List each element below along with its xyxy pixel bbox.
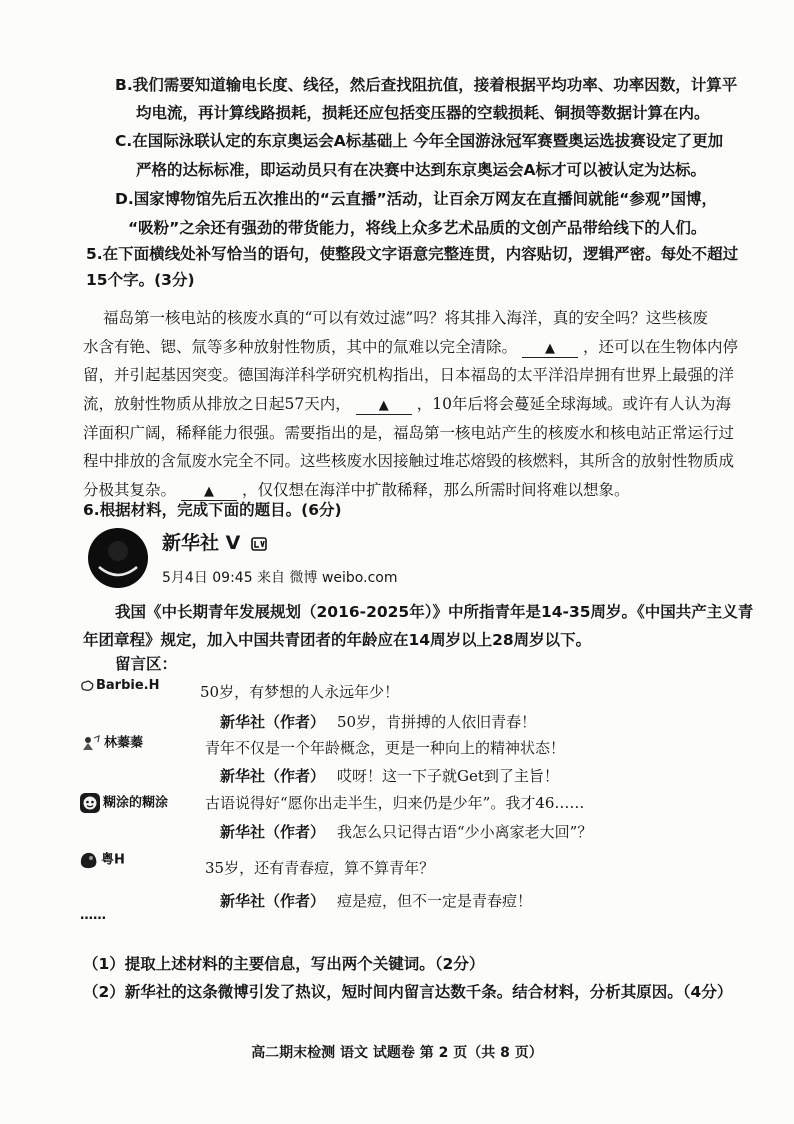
- comments-ellipsis: ……: [80, 908, 106, 923]
- reply-author: 新华社（作者）: [220, 823, 326, 841]
- passage-line: 洋面积广阔，稀释能力很强。需要指出的是，福岛第一核电站产生的核废水和核电站正常运行过: [83, 424, 735, 442]
- passage-line: [83, 480, 630, 501]
- comment-user: [79, 850, 125, 870]
- answer-blank-2: ▲: [356, 398, 412, 415]
- passage-text: 流，放射性物质从排放之日起57天内，: [83, 395, 351, 413]
- comment-reply: [220, 766, 559, 786]
- option-d-line-2: “吸粉”之余还有强劲的带货能力，将线上众多艺术品质的文创产品带给线下的人们。: [128, 219, 707, 237]
- weibo-account-name: 新华社: [162, 532, 220, 554]
- passage-text: 水含有铯、锶、氚等多种放射性物质，其中的氚难以完全清除。: [83, 338, 518, 356]
- xinhua-avatar-icon: [87, 527, 149, 589]
- comment-text: 35岁，还有青春痘，算不算青年？: [205, 859, 435, 877]
- weibo-post-meta: 5月4日 09:45 来自 微博 weibo.com: [162, 570, 398, 586]
- user-avatar-icon: [80, 734, 102, 752]
- reply-author: 新华社（作者）: [220, 713, 326, 731]
- material-line-1: 我国《中长期青年发展规划（2016-2025年）》中所指青年是14-35周岁。《中国共产主义青: [115, 603, 754, 621]
- reply-text: 50岁，肯拼搏的人依旧青春！: [337, 713, 537, 731]
- comment-user: [80, 677, 160, 695]
- option-c-line-2: 严格的达标标准，即运动员只有在决赛中达到东京奥运会A标才可以被认定为达标。: [136, 161, 706, 179]
- comment-user-name: 林蓁蓁: [104, 735, 144, 751]
- level-badge-icon: [251, 536, 267, 552]
- reply-author: 新华社（作者）: [220, 892, 326, 910]
- answer-blank-3: ▲: [181, 484, 237, 501]
- passage-line: 福岛第一核电站的核废水真的“可以有效过滤”吗？将其排入海洋，真的安全吗？这些核废: [103, 309, 708, 327]
- sub-question-1: （1）提取上述材料的主要信息，写出两个关键词。（2分）: [83, 955, 485, 973]
- material-line-2: 年团章程》规定，加入中国共青团者的年龄应在14周岁以上28周岁以下。: [83, 631, 592, 649]
- verified-mark: V: [225, 532, 241, 554]
- passage-text: ，仅仅想在海洋中扩散稀释，那么所需时间将难以想象。: [242, 481, 630, 499]
- reply-text: 我怎么只记得古语“少小离家老大回”？: [337, 823, 593, 841]
- question6-prompt: 6.根据材料，完成下面的题目。(6分): [83, 501, 342, 519]
- reply-text: 痘是痘，但不一定是青春痘！: [337, 892, 533, 910]
- option-d-line-1: D.国家博物馆先后五次推出的“云直播”活动，让百余万网友在直播间就能“参观”国博，: [115, 190, 718, 208]
- comment-text: 青年不仅是一个年龄概念，更是一种向上的精神状态！: [205, 739, 566, 757]
- user-avatar-icon: [79, 850, 99, 870]
- comment-reply: [220, 712, 536, 732]
- passage-line: 留，并引起基因突变。德国海洋科学研究机构指出，日本福岛的太平洋沿岸拥有世界上最强的洋: [83, 366, 735, 384]
- passage-text: ，还可以在生物体内停: [583, 338, 739, 356]
- passage-line: 程中排放的含氚废水完全不同。这些核废水因接触过堆芯熔毁的核燃料，其所含的放射性物质成: [83, 452, 735, 470]
- comments-label: 留言区：: [115, 655, 178, 673]
- reply-author: 新华社（作者）: [220, 767, 326, 785]
- user-avatar-icon: [80, 679, 94, 693]
- comment-text: 古语说得好“愿你出走半生，归来仍是少年”。我才46……: [205, 794, 585, 812]
- comment-user-name: 粤H: [101, 852, 125, 868]
- question5-prompt-line-2: 15个字。(3分): [86, 271, 195, 289]
- comment-user-name: Barbie.H: [96, 678, 160, 693]
- user-avatar-icon: [79, 792, 101, 814]
- passage-line: [83, 394, 731, 415]
- comment-user-name: 糊涂的糊涂: [103, 795, 169, 811]
- comment-reply: [220, 822, 592, 842]
- comment-reply: [220, 891, 532, 911]
- option-b-line-1: B.我们需要知道输电长度、线径，然后查找阻抗值，接着根据平均功率、功率因数，计算平: [115, 76, 738, 94]
- page-footer: 高二期末检测 语文 试题卷 第 2 页（共 8 页）: [251, 1045, 543, 1061]
- question5-prompt-line-1: 5.在下面横线处补写恰当的语句，使整段文字语意完整连贯，内容贴切，逻辑严密。每处不超过: [86, 245, 739, 263]
- passage-text: ，10年后将会蔓延全球海域。或许有人认为海: [416, 395, 731, 413]
- answer-blank-1: ▲: [522, 341, 578, 358]
- option-c-line-1: C.在国际泳联认定的东京奥运会A标基础上 今年全国游泳冠军赛暨奥运选拔赛设定了更加: [115, 132, 724, 150]
- comment-text: 50岁，有梦想的人永远年少！: [200, 683, 400, 701]
- passage-text: 分极其复杂。: [83, 481, 177, 499]
- passage-line: [83, 337, 738, 358]
- option-b-line-2: 均电流，再计算线路损耗，损耗还应包括变压器的空载损耗、铜损等数据计算在内。: [136, 104, 710, 122]
- weibo-account-header: [162, 528, 267, 555]
- reply-text: 哎呀！这一下子就Get到了主旨！: [337, 767, 559, 785]
- sub-question-2: （2）新华社的这条微博引发了热议，短时间内留言达数千条。结合材料，分析其原因。（4分）: [83, 983, 733, 1001]
- comment-user: [79, 792, 168, 814]
- comment-user: [80, 734, 143, 753]
